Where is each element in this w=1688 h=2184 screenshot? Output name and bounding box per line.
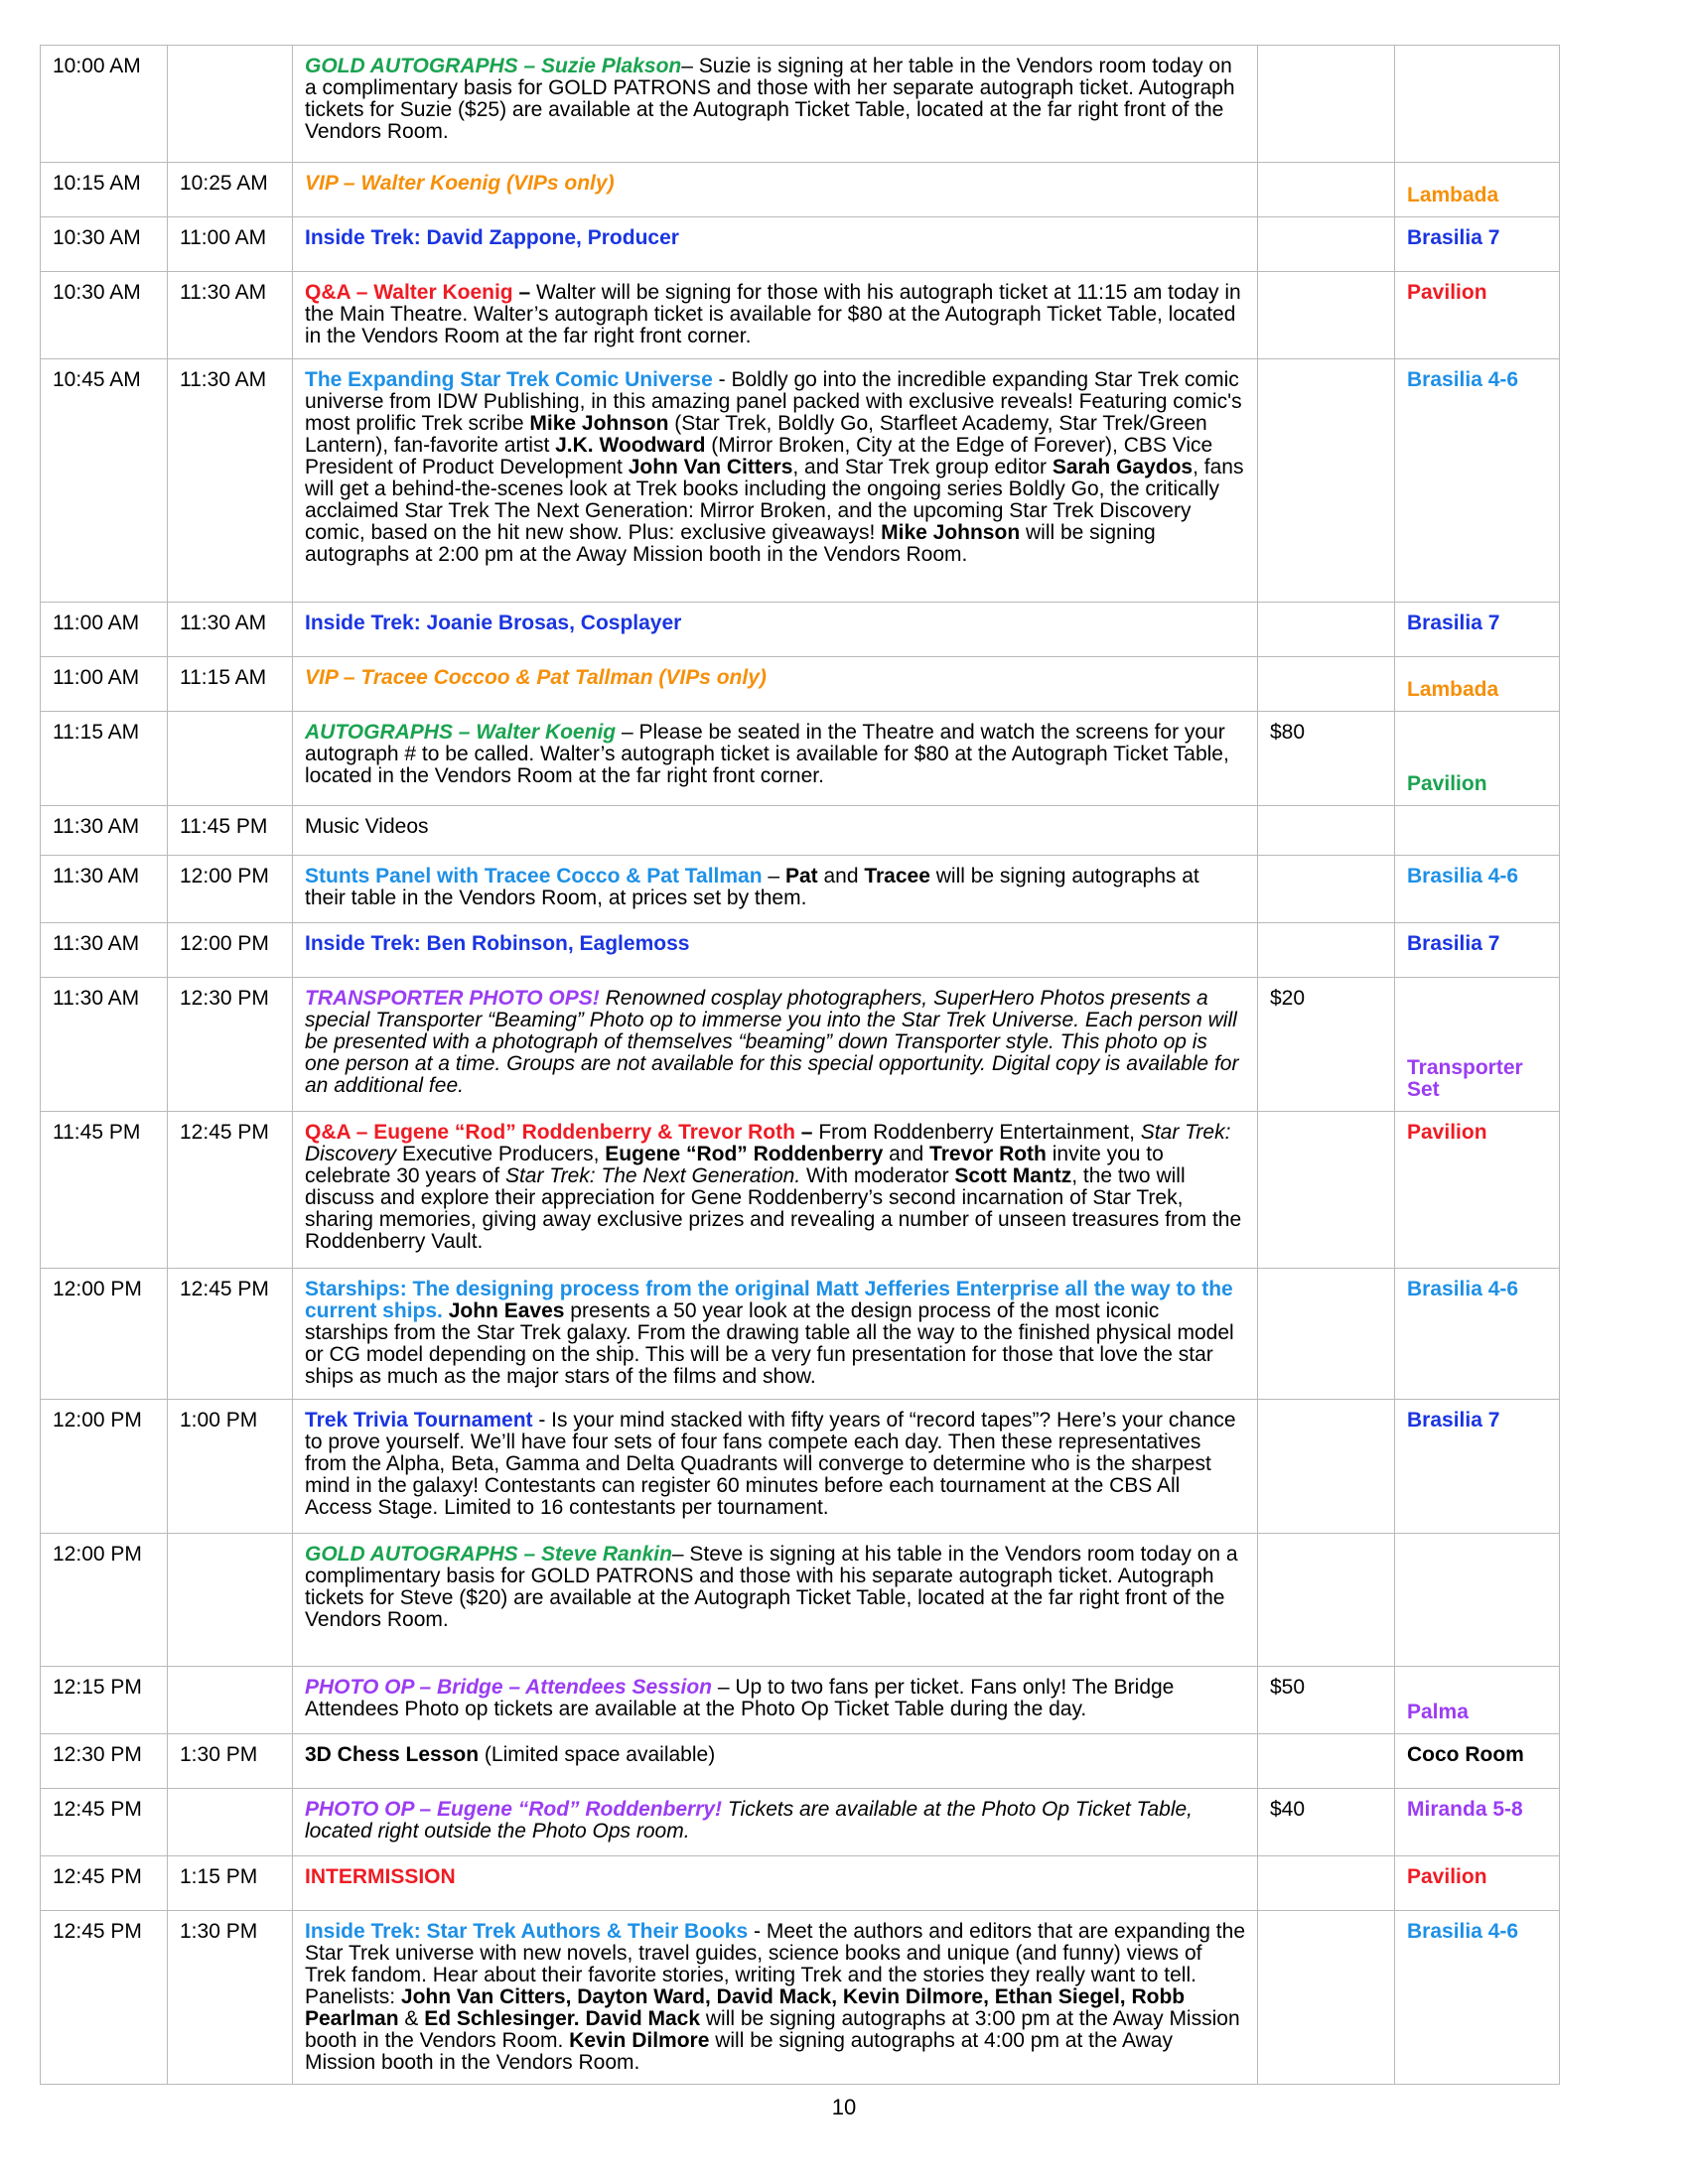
event-description-cell (293, 1667, 1258, 1734)
description-bold-text: Scott Mantz (954, 1164, 1072, 1187)
event-title: Inside Trek: Star Trek Authors & Their Books (305, 1920, 749, 1943)
event-title: Stunts Panel with Tracee Cocco & Pat Tallman (305, 865, 763, 887)
event-title: VIP – Tracee Coccoo & Pat Tallman (VIPs only) (305, 666, 767, 689)
start-time-cell: 12:45 PM (41, 1911, 168, 2085)
price-cell (1258, 1534, 1395, 1667)
schedule-row (41, 46, 1560, 163)
end-time-cell (168, 712, 293, 806)
start-time-cell: 11:00 AM (41, 657, 168, 712)
event-title: Inside Trek: Joanie Brosas, Cosplayer (305, 612, 682, 634)
start-time-cell: 10:00 AM (41, 46, 168, 163)
description-text: (Limited space available) (479, 1743, 716, 1766)
room-cell: Lambada (1395, 657, 1560, 712)
price-cell (1258, 359, 1395, 603)
end-time-cell: 12:00 PM (168, 923, 293, 978)
room-cell: Pavilion (1395, 712, 1560, 806)
description-bold-text: Ed Schlesinger. David Mack (424, 2007, 701, 2030)
schedule-row (41, 163, 1560, 217)
schedule-row (41, 657, 1560, 712)
end-time-cell: 1:00 PM (168, 1400, 293, 1534)
description-italic-text: Renowned cosplay photographers, SuperHero Photos presents a special Transporter “Beaming” Photo op to immerse you into the Star Trek Universe. Each person will be presented with a photograph of themselves “beaming” down Transporter style. This photo op is one person at a time. Groups are not available for this special opportunity. Digital copy is available for an additional fee. (305, 987, 1239, 1097)
end-time-cell: 12:00 PM (168, 856, 293, 923)
event-title: Inside Trek: David Zappone, Producer (305, 226, 679, 249)
room-cell: Brasilia 7 (1395, 923, 1560, 978)
description-bold-text: 3D Chess Lesson (305, 1743, 480, 1766)
price-cell (1258, 1856, 1395, 1911)
price-cell (1258, 1112, 1395, 1269)
price-cell: $20 (1258, 978, 1395, 1112)
description-text: – Up to two fans per ticket. Fans only! The Bridge Attendees Photo op tickets are available at the Photo Op Ticket Table during the day. (305, 1676, 1175, 1720)
start-time-cell: 12:45 PM (41, 1789, 168, 1856)
event-description-cell (293, 1789, 1258, 1856)
room-cell: Brasilia 7 (1395, 1400, 1560, 1534)
description-text: will be signing autographs at 3:00 pm at the Away Mission booth in the Vendors Room. (305, 2007, 1240, 2052)
start-time-cell: 12:00 PM (41, 1269, 168, 1400)
schedule-row (41, 1667, 1560, 1734)
end-time-cell: 1:30 PM (168, 1734, 293, 1789)
room-cell: Brasilia 7 (1395, 603, 1560, 657)
description-bold-text: Sarah Gaydos (1052, 456, 1194, 478)
schedule-row (41, 712, 1560, 806)
end-time-cell (168, 1789, 293, 1856)
price-cell: $50 (1258, 1667, 1395, 1734)
end-time-cell: 11:15 AM (168, 657, 293, 712)
start-time-cell: 11:45 PM (41, 1112, 168, 1269)
start-time-cell: 12:00 PM (41, 1400, 168, 1534)
start-time-cell: 10:30 AM (41, 272, 168, 359)
end-time-cell: 1:15 PM (168, 1856, 293, 1911)
event-description-cell (293, 46, 1258, 163)
event-description-cell (293, 1269, 1258, 1400)
room-cell: Brasilia 7 (1395, 217, 1560, 272)
room-cell: Brasilia 4-6 (1395, 856, 1560, 923)
description-bold-text: – (512, 281, 536, 304)
event-description-cell (293, 1534, 1258, 1667)
description-bold-text: Mike Johnson (881, 521, 1021, 544)
description-italic-text: Tickets are available at the Photo Op Ticket Table, located right outside the Photo Ops room. (305, 1798, 1193, 1843)
description-bold-text: Pat (784, 865, 818, 887)
schedule-row (41, 1856, 1560, 1911)
schedule-row (41, 1269, 1560, 1400)
price-cell: $80 (1258, 712, 1395, 806)
description-bold-text: Tracee (864, 865, 930, 887)
description-text: - Is your mind stacked with fifty years of “record tapes”? Here’s your chance to prove yourself. We’ll have four sets of four fans compete each day. Then these representatives from the Alpha, Beta, Gamma and Delta Quadrants will converge to determine who is the sharpest mind in the galaxy! Contestants can register 60 minutes before each tournament at the CBS All Access Stage. Limited to 16 contestants per tournament. (305, 1409, 1236, 1519)
room-cell: Pavilion (1395, 272, 1560, 359)
event-title: Starships: The designing process from the original Matt Jefferies Enterprise all the way to the current ships. (305, 1278, 1233, 1322)
event-description-cell (293, 163, 1258, 217)
schedule-row (41, 978, 1560, 1112)
price-cell (1258, 1911, 1395, 2085)
room-cell (1395, 1534, 1560, 1667)
end-time-cell (168, 46, 293, 163)
schedule-row (41, 603, 1560, 657)
event-description-cell (293, 272, 1258, 359)
event-title: Q&A – Walter Koenig (305, 281, 513, 304)
start-time-cell: 11:30 AM (41, 856, 168, 923)
room-cell: Lambada (1395, 163, 1560, 217)
schedule-row (41, 923, 1560, 978)
price-cell (1258, 46, 1395, 163)
price-cell (1258, 217, 1395, 272)
price-cell (1258, 923, 1395, 978)
start-time-cell: 12:00 PM (41, 1534, 168, 1667)
room-cell: Coco Room (1395, 1734, 1560, 1789)
schedule-row (41, 1400, 1560, 1534)
description-text: – Please be seated in the Theatre and watch the screens for your autograph # to be called. Walter’s autograph ticket is available for $80 at the Autograph Ticket Table, located in the Vendors Room at the far right front corner. (305, 721, 1229, 787)
description-bold-text: John Van Citters (628, 456, 793, 478)
event-description-cell (293, 978, 1258, 1112)
page-number: 10 (831, 2095, 857, 2119)
description-text: , the two will discuss and explore their appreciation for Gene Roddenberry’s second incarnation of Star Trek, sharing memories, giving away exclusive prizes and revealing a number of unseen treasures from the Roddenberry Vault. (305, 1164, 1242, 1253)
description-text: will be signing autographs at their table in the Vendors Room, at prices set by them. (305, 865, 1199, 909)
end-time-cell: 10:25 AM (168, 163, 293, 217)
end-time-cell: 11:00 AM (168, 217, 293, 272)
event-description-cell (293, 1734, 1258, 1789)
room-cell (1395, 806, 1560, 856)
start-time-cell: 11:30 AM (41, 978, 168, 1112)
price-cell (1258, 856, 1395, 923)
room-cell: Transporter Set (1395, 978, 1560, 1112)
description-bold-text: – (794, 1121, 819, 1144)
description-text: & (398, 2007, 425, 2030)
end-time-cell: 12:45 PM (168, 1112, 293, 1269)
schedule-table (40, 45, 1560, 2085)
event-title: PHOTO OP – Bridge – Attendees Session (305, 1676, 713, 1699)
description-text: - Meet the authors and editors that are expanding the Star Trek universe with new novels, travel guides, science books and unique (and funny) views of Trek fandom. Hear about their favorite stories, writing Trek and the stories they really want to tell. Panelists: (305, 1920, 1245, 2008)
price-cell (1258, 1269, 1395, 1400)
event-description-cell (293, 657, 1258, 712)
start-time-cell: 10:45 AM (41, 359, 168, 603)
event-title: Trek Trivia Tournament (305, 1409, 533, 1432)
description-text: Walter will be signing for those with his autograph ticket at 11:15 am today in the Main Theatre. Walter’s autograph ticket is available for $80 at the Autograph Ticket Table, located in the Vendors Room at the far right front corner. (305, 281, 1241, 347)
schedule-body (41, 46, 1560, 2085)
description-text: Executive Producers, (396, 1143, 606, 1165)
room-cell: Brasilia 4-6 (1395, 359, 1560, 603)
schedule-row (41, 856, 1560, 923)
end-time-cell: 11:30 AM (168, 603, 293, 657)
room-cell: Miranda 5-8 (1395, 1789, 1560, 1856)
price-cell (1258, 603, 1395, 657)
event-description-cell (293, 712, 1258, 806)
event-description-cell (293, 603, 1258, 657)
event-title: VIP – Walter Koenig (VIPs only) (305, 172, 615, 195)
description-bold-text: John Eaves (448, 1299, 565, 1322)
event-title: The Expanding Star Trek Comic Universe (305, 368, 713, 391)
event-description-cell (293, 923, 1258, 978)
schedule-row (41, 359, 1560, 603)
schedule-row (41, 1112, 1560, 1269)
event-title: PHOTO OP – Eugene “Rod” Roddenberry! (305, 1798, 723, 1821)
description-text: and (883, 1143, 930, 1165)
price-cell (1258, 163, 1395, 217)
description-text: (Star Trek, Boldly Go, Starfleet Academy, Star Trek/Green Lantern), fan-favorite artist (305, 412, 1207, 457)
description-bold-text: J.K. Woodward (555, 434, 706, 457)
event-title: GOLD AUTOGRAPHS – Suzie Plakson (305, 55, 682, 77)
description-text: With moderator (800, 1164, 955, 1187)
end-time-cell: 1:30 PM (168, 1911, 293, 2085)
description-text: and (817, 865, 865, 887)
room-cell: Palma (1395, 1667, 1560, 1734)
schedule-row (41, 1911, 1560, 2085)
event-title: AUTOGRAPHS – Walter Koenig (305, 721, 617, 744)
description-bold-text: John Van Citters, Dayton Ward, David Mack, Kevin Dilmore, Ethan Siegel, Robb Pearlman (305, 1985, 1186, 2030)
start-time-cell: 12:15 PM (41, 1667, 168, 1734)
end-time-cell: 11:45 PM (168, 806, 293, 856)
event-description-cell (293, 1112, 1258, 1269)
schedule-row (41, 1734, 1560, 1789)
description-bold-text: Kevin Dilmore (569, 2029, 710, 2052)
room-cell: Pavilion (1395, 1112, 1560, 1269)
start-time-cell: 12:30 PM (41, 1734, 168, 1789)
event-title: INTERMISSION (305, 1865, 456, 1888)
schedule-row (41, 272, 1560, 359)
description-text: - Boldly go into the incredible expanding Star Trek comic universe from IDW Publishing, in this amazing panel packed with exclusive reveals! Featuring comic's most prolific Trek scribe (305, 368, 1242, 435)
start-time-cell: 12:45 PM (41, 1856, 168, 1911)
room-cell: Pavilion (1395, 1856, 1560, 1911)
price-cell (1258, 1400, 1395, 1534)
description-text: – Steve is signing at his table in the Vendors room today on a complimentary basis for GOLD PATRONS and those with his separate autograph ticket. Autograph tickets for Steve ($20) are available at the Autograph Ticket Table, located at the far right front of the Vendors Room. (305, 1543, 1238, 1631)
event-title: Inside Trek: Ben Robinson, Eaglemoss (305, 932, 690, 955)
description-text: – Suzie is signing at her table in the Vendors room today on a complimentary basis for GOLD PATRONS and those with her separate autograph ticket. Autograph tickets for Suzie ($25) are available at the Autograph Ticket Table, located at the far right front of the Vendors Room. (305, 55, 1235, 143)
event-description-cell (293, 856, 1258, 923)
schedule-row (41, 1789, 1560, 1856)
room-cell: Brasilia 4-6 (1395, 1911, 1560, 2085)
end-time-cell (168, 1534, 293, 1667)
start-time-cell: 11:30 AM (41, 923, 168, 978)
event-description-cell (293, 1400, 1258, 1534)
schedule-row (41, 217, 1560, 272)
description-text: (Mirror Broken, City at the Edge of Forever), CBS Vice President of Product Development (305, 434, 1213, 478)
price-cell (1258, 657, 1395, 712)
event-title: GOLD AUTOGRAPHS – Steve Rankin (305, 1543, 672, 1566)
description-bold-text: Mike Johnson (529, 412, 669, 435)
price-cell: $40 (1258, 1789, 1395, 1856)
event-title: Q&A – Eugene “Rod” Roddenberry & Trevor Roth (305, 1121, 795, 1144)
description-text: – (762, 865, 785, 887)
event-description-cell (293, 359, 1258, 603)
price-cell (1258, 272, 1395, 359)
room-cell: Brasilia 4-6 (1395, 1269, 1560, 1400)
end-time-cell: 12:45 PM (168, 1269, 293, 1400)
description-text: presents a 50 year look at the design process of the most iconic starships from the Star Trek galaxy. From the drawing table all the way to the finished physical model or CG model depending on the ship. This will be a very fun presentation for those that love the star ships as much as the major stars of the films and show. (305, 1299, 1234, 1388)
description-text: From Roddenberry Entertainment, (818, 1121, 1141, 1144)
description-text: , and Star Trek group editor (792, 456, 1053, 478)
event-description-cell (293, 217, 1258, 272)
description-italic-text: Star Trek: The Next Generation. (504, 1164, 801, 1187)
start-time-cell: 11:30 AM (41, 806, 168, 856)
end-time-cell: 11:30 AM (168, 272, 293, 359)
start-time-cell: 10:30 AM (41, 217, 168, 272)
description-text: will be signing autographs at 2:00 pm at the Away Mission booth in the Vendors Room. (305, 521, 1156, 566)
price-cell (1258, 806, 1395, 856)
event-description-cell (293, 806, 1258, 856)
price-cell (1258, 1734, 1395, 1789)
description-text: will be signing autographs at 4:00 pm at the Away Mission booth in the Vendors Room. (305, 2029, 1173, 2074)
event-description-cell (293, 1911, 1258, 2085)
schedule-row (41, 806, 1560, 856)
end-time-cell: 12:30 PM (168, 978, 293, 1112)
end-time-cell (168, 1667, 293, 1734)
start-time-cell: 11:15 AM (41, 712, 168, 806)
end-time-cell: 11:30 AM (168, 359, 293, 603)
event-description-cell (293, 1856, 1258, 1911)
description-text: invite you to celebrate 30 years of (305, 1143, 1164, 1187)
room-cell (1395, 46, 1560, 163)
schedule-row (41, 1534, 1560, 1667)
description-bold-text: Trevor Roth (929, 1143, 1047, 1165)
event-title: TRANSPORTER PHOTO OPS! (305, 987, 600, 1010)
description-bold-text: Eugene “Rod” Roddenberry (605, 1143, 884, 1165)
description-text: Music Videos (305, 815, 429, 838)
description-italic-text: Star Trek: Discovery (305, 1121, 1231, 1165)
description-text: , fans will get a behind-the-scenes look at Trek books including the ongoing series Boldly Go, the critically acclaimed Star Trek The Next Generation: Mirror Broken, and the upcoming Star Trek Discovery comic, based on the hit new show. Plus: exclusive giveaways! (305, 456, 1244, 544)
start-time-cell: 10:15 AM (41, 163, 168, 217)
start-time-cell: 11:00 AM (41, 603, 168, 657)
